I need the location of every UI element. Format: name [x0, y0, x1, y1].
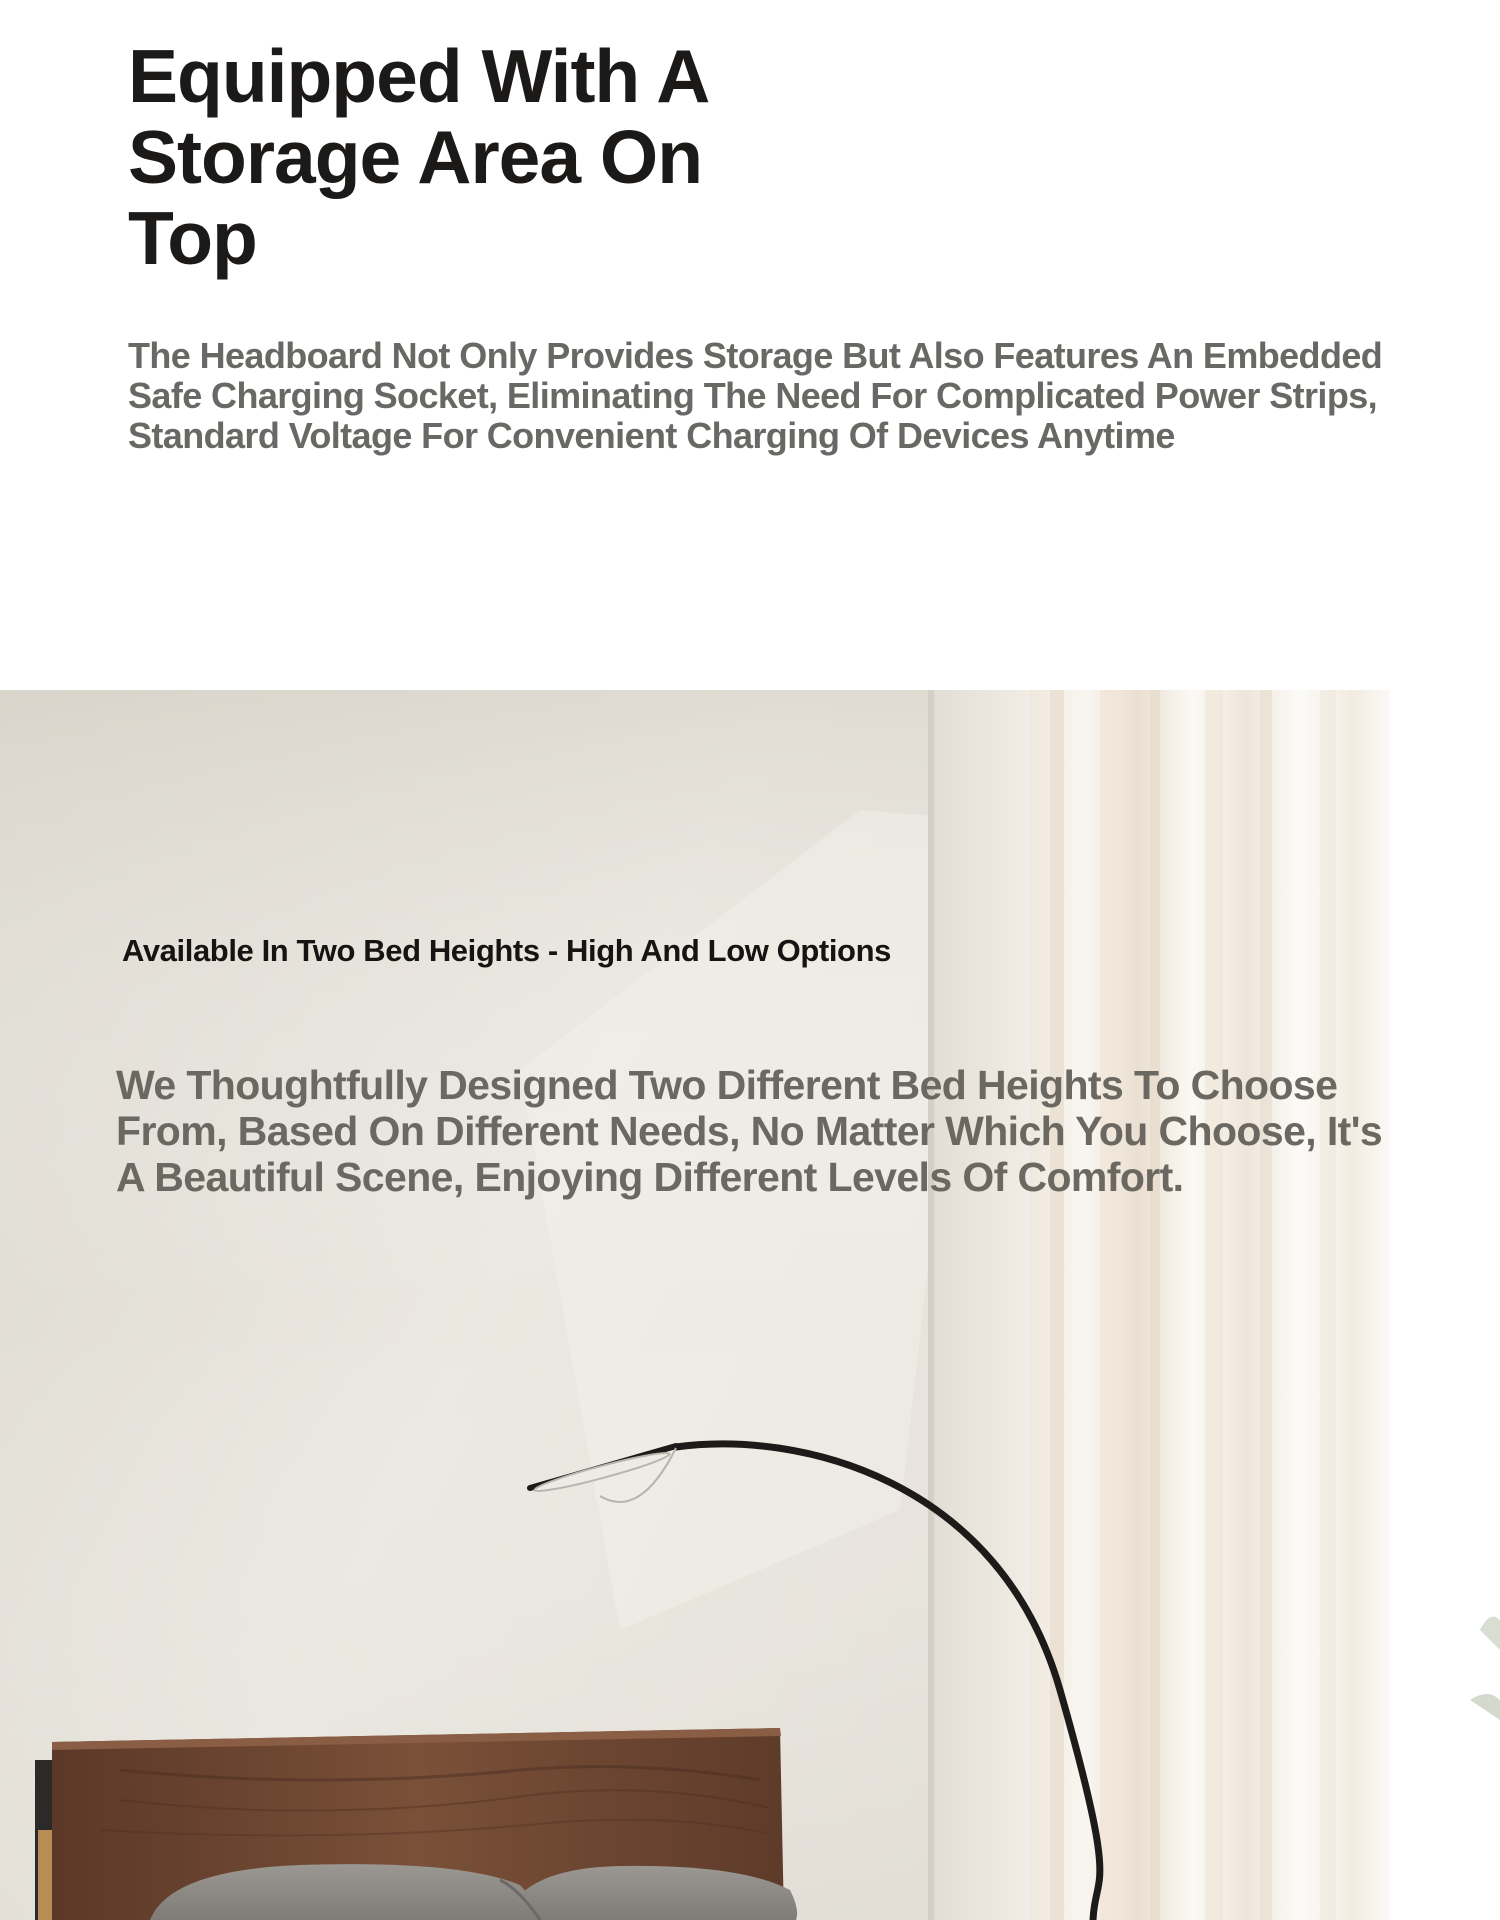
- bed-height-section: [0, 690, 1500, 1920]
- bed-heights-title: Available In Two Bed Heights - High And Low Options: [122, 933, 891, 968]
- window-curtain: [1030, 690, 1500, 1920]
- pillows: [150, 1864, 797, 1920]
- storage-description: The Headboard Not Only Provides Storage But Also Features An Embedded Safe Charging Socket, Eliminating The Need For Complicated Power Strips, Standard Voltage For Convenient Charging Of Devices Anytime: [128, 335, 1383, 456]
- bedroom-photo: [0, 690, 1500, 1920]
- storage-title: Equipped With A Storage Area On Top: [128, 34, 707, 280]
- window-frame: [928, 690, 1032, 1920]
- storage-feature-section: [0, 0, 1500, 690]
- bed-heights-description: We Thoughtfully Designed Two Different Bed Heights To Choose From, Based On Different Needs, No Matter Which You Choose, It's A Beautiful Scene, Enjoying Different Levels Of Comfort.: [116, 1062, 1383, 1200]
